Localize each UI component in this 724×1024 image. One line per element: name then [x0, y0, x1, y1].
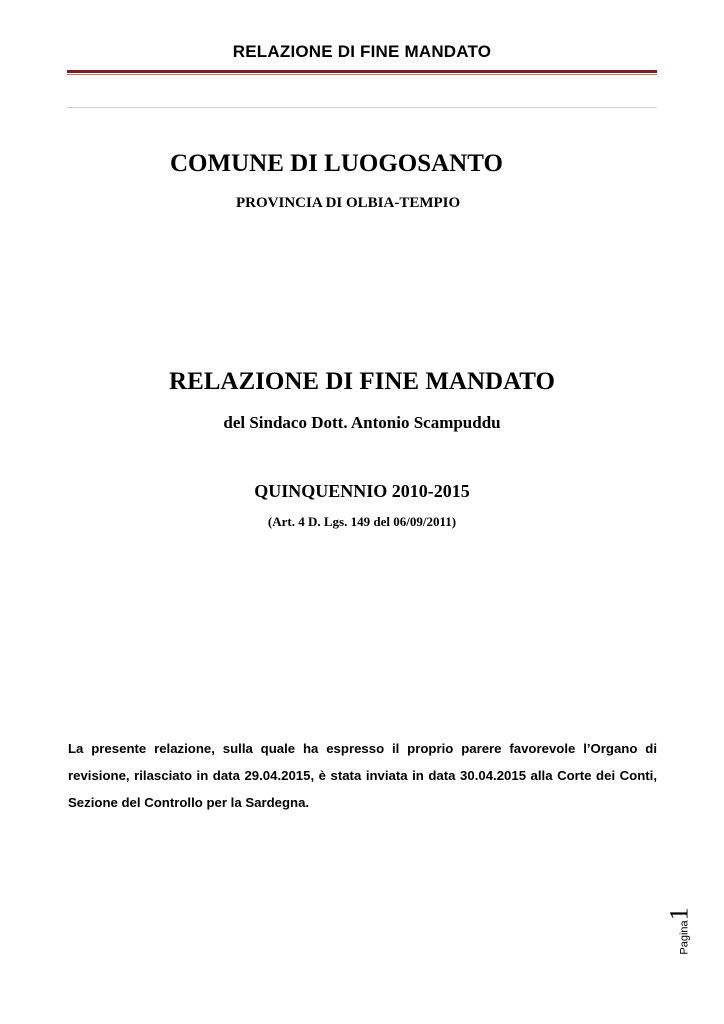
law-reference: (Art. 4 D. Lgs. 149 del 06/09/2011) — [267, 514, 457, 529]
separator-rule — [67, 107, 657, 108]
intro-paragraph: La presente relazione, sulla quale ha espresso il proprio parere favorevole l’Organo di revisione, rilasciato in data 29.04.2015, è stata inviata in data 30.04.2015 alla Corte dei Conti, Sezione del Controllo per la Sardegna. — [68, 741, 657, 810]
provincia-subtitle: PROVINCIA DI OLBIA-TEMPIO — [236, 195, 461, 211]
header-rule-thin — [67, 74, 657, 75]
sindaco-line: del Sindaco Dott. Antonio Scampuddu — [223, 413, 501, 432]
running-header: RELAZIONE DI FINE MANDATO — [232, 42, 492, 61]
period-heading: QUINQUENNIO 2010-2015 — [254, 481, 470, 501]
comune-title: COMUNE DI LUOGOSANTO — [170, 150, 503, 177]
page-indicator — [662, 898, 702, 955]
header-rule-thick — [67, 70, 657, 73]
page-number: 1 — [664, 907, 694, 921]
report-title: RELAZIONE DI FINE MANDATO — [169, 368, 555, 395]
page-label: Pagina — [678, 920, 691, 955]
